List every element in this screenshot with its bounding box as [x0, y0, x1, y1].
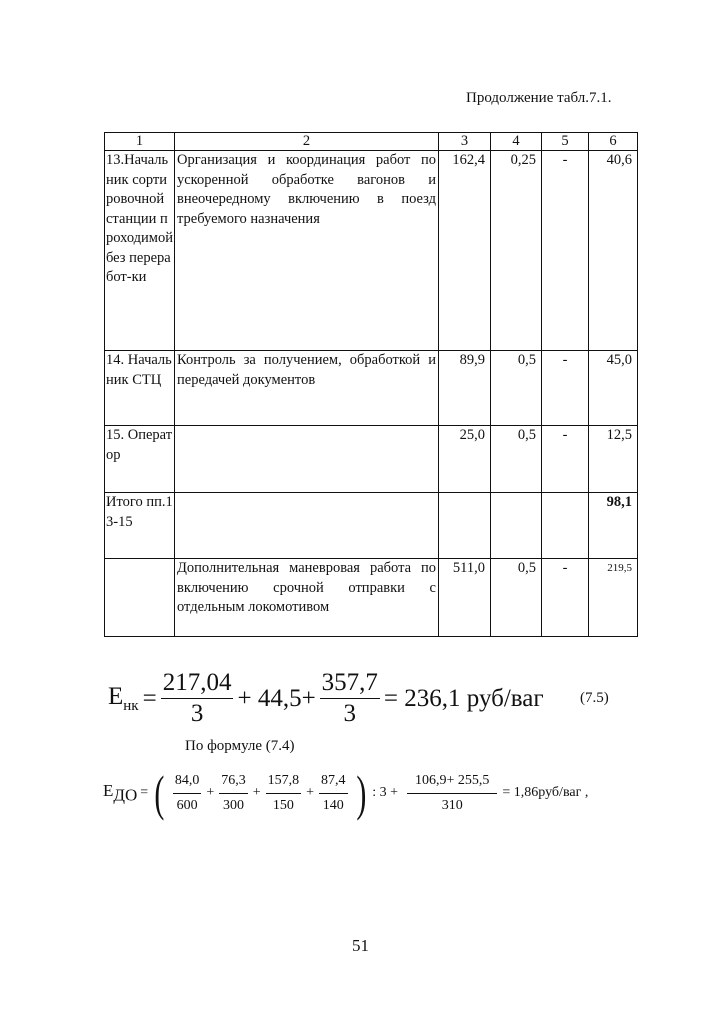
lhs-symbol: E: [108, 682, 124, 710]
value-cell: 0,5: [491, 351, 542, 426]
numerator: 106,9+ 255,5: [407, 769, 497, 794]
header-cell: 4: [491, 133, 542, 151]
header-cell: 1: [105, 133, 175, 151]
description-cell: Организация и координация работ по ускоренной обработке вагонов и внеочередному включению в поезд требуемого назначения: [175, 151, 439, 351]
fraction: [407, 769, 497, 818]
close-paren: ): [355, 765, 366, 821]
table-caption: Продолжение табл.7.1.: [466, 90, 612, 106]
value-cell: 45,0: [589, 351, 638, 426]
position-cell: Итого пп.13-15: [105, 493, 175, 559]
header-cell: 5: [542, 133, 589, 151]
numerator: 76,3: [219, 769, 248, 794]
value-cell: [491, 493, 542, 559]
value-cell: 0,5: [491, 426, 542, 493]
page-number: 51: [352, 936, 369, 955]
value-cell: 89,9: [439, 351, 491, 426]
formula-result: = 1,86руб/ваг ,: [502, 785, 589, 800]
denominator: 600: [176, 797, 198, 813]
fraction: [161, 668, 234, 729]
value-cell: -: [542, 351, 589, 426]
formula-7-5: [108, 668, 544, 729]
lhs-symbol: E: [103, 780, 114, 800]
plus-sign: +: [252, 785, 261, 800]
value-cell: 98,1: [589, 493, 638, 559]
value-cell: -: [542, 559, 589, 637]
formula-term: + 44,5+: [237, 684, 316, 712]
value-cell: -: [542, 151, 589, 351]
numerator: 157,8: [266, 769, 302, 794]
fraction: [173, 769, 202, 818]
position-cell: 15. Оператор: [105, 426, 175, 493]
plus-sign: +: [206, 785, 215, 800]
table-row: [105, 151, 638, 351]
table-row: [105, 493, 638, 559]
numerator: 84,0: [173, 769, 202, 794]
value-cell: [542, 493, 589, 559]
denominator: 310: [441, 797, 463, 813]
description-cell: [175, 493, 439, 559]
value-cell: 12,5: [589, 426, 638, 493]
formula-edo: [103, 765, 589, 821]
formula-lhs: [103, 781, 137, 805]
position-cell: 13.Начальник сортировочной станции проходимой без переработ-ки: [105, 151, 175, 351]
numerator: 87,4: [319, 769, 348, 794]
denominator: 300: [222, 797, 244, 813]
table-row: [105, 559, 638, 637]
value-cell: 219,5: [589, 559, 638, 637]
value-cell: 162,4: [439, 151, 491, 351]
divide-term: : 3 +: [372, 785, 398, 800]
value-cell: [439, 493, 491, 559]
numerator: 217,04: [161, 668, 234, 699]
value-cell: 40,6: [589, 151, 638, 351]
header-cell: 2: [175, 133, 439, 151]
numerator: 357,7: [320, 668, 380, 699]
table-header-row: [105, 133, 638, 151]
formula-lhs: [108, 683, 139, 715]
equals-sign: =: [142, 684, 157, 712]
denominator: 150: [272, 797, 294, 813]
fraction: [319, 769, 348, 818]
description-cell: Контроль за получением, обработкой и передачей документов: [175, 351, 439, 426]
table-row: [105, 351, 638, 426]
lhs-subscript: нк: [123, 697, 139, 714]
lhs-subscript: ДО: [113, 785, 138, 805]
plus-sign: +: [306, 785, 315, 800]
table-row: [105, 426, 638, 493]
denominator: 3: [343, 700, 357, 727]
denominator: 140: [322, 797, 344, 813]
denominator: 3: [190, 700, 204, 727]
value-cell: 511,0: [439, 559, 491, 637]
fraction: [219, 769, 248, 818]
header-cell: 3: [439, 133, 491, 151]
cost-table: [104, 132, 638, 637]
equals-sign: =: [140, 785, 149, 800]
fraction: [320, 668, 380, 729]
formula-result: = 236,1 руб/ваг: [383, 684, 544, 712]
header-cell: 6: [589, 133, 638, 151]
formula-note: По формуле (7.4): [185, 738, 295, 754]
value-cell: 0,25: [491, 151, 542, 351]
formula-number: (7.5): [580, 690, 609, 706]
position-cell: 14. Начальник СТЦ: [105, 351, 175, 426]
fraction: [266, 769, 302, 818]
value-cell: 25,0: [439, 426, 491, 493]
description-cell: Дополнительная маневровая работа по включению срочной отправки с отдельным локомотивом: [175, 559, 439, 637]
open-paren: (: [154, 765, 165, 821]
position-cell: [105, 559, 175, 637]
value-cell: 0,5: [491, 559, 542, 637]
description-cell: [175, 426, 439, 493]
value-cell: -: [542, 426, 589, 493]
